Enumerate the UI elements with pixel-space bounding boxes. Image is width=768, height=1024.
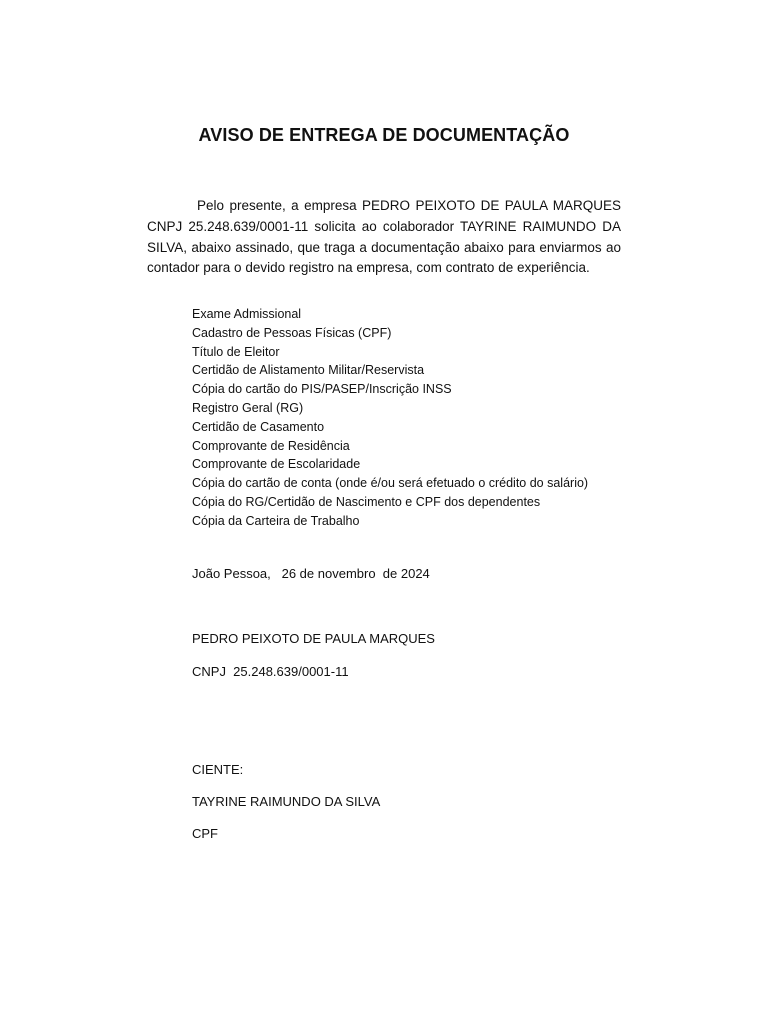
- list-item: Comprovante de Residência: [192, 438, 350, 453]
- employee-cpf: CPF: [192, 826, 218, 841]
- list-item: Cadastro de Pessoas Físicas (CPF): [192, 325, 392, 340]
- list-item: Certidão de Casamento: [192, 419, 325, 434]
- intro-paragraph: Pelo presente, a empresa PEDRO PEIXOTO DE PAULA MARQUES CNPJ 25.248.639/0001-11 solicita ao colaborador TAYRINE RAIMUNDO DA SILVA, abaixo assinado, que traga a documentação abaixo para enviarmos ao contador para o devido registro na empresa, com contrato de experiência.: [147, 198, 621, 276]
- employee-name: TAYRINE RAIMUNDO DA SILVA: [192, 794, 381, 809]
- list-item: Certidão de Alistamento Militar/Reservista: [192, 363, 425, 378]
- list-item: Título de Eleitor: [192, 344, 280, 359]
- list-item: Registro Geral (RG): [192, 400, 304, 415]
- place-and-date: João Pessoa, 26 de novembro de 2024: [192, 566, 430, 581]
- required-documents-list: [192, 305, 588, 531]
- list-item: Cópia do cartão de conta (onde é/ou será efetuado o crédito do salário): [192, 476, 589, 491]
- list-item: Exame Admissional: [192, 307, 302, 321]
- list-item: Cópia da Carteira de Trabalho: [192, 513, 360, 528]
- company-cnpj: CNPJ 25.248.639/0001-11: [192, 664, 349, 679]
- company-name: PEDRO PEIXOTO DE PAULA MARQUES: [192, 631, 435, 646]
- list-item: Comprovante de Escolaridade: [192, 457, 361, 472]
- list-item: Cópia do RG/Certidão de Nascimento e CPF dos dependentes: [192, 494, 541, 509]
- list-item: Cópia do cartão do PIS/PASEP/Inscrição INSS: [192, 382, 452, 397]
- ciente-label: CIENTE:: [192, 762, 244, 777]
- document-title: AVISO DE ENTREGA DE DOCUMENTAÇÃO: [198, 125, 570, 145]
